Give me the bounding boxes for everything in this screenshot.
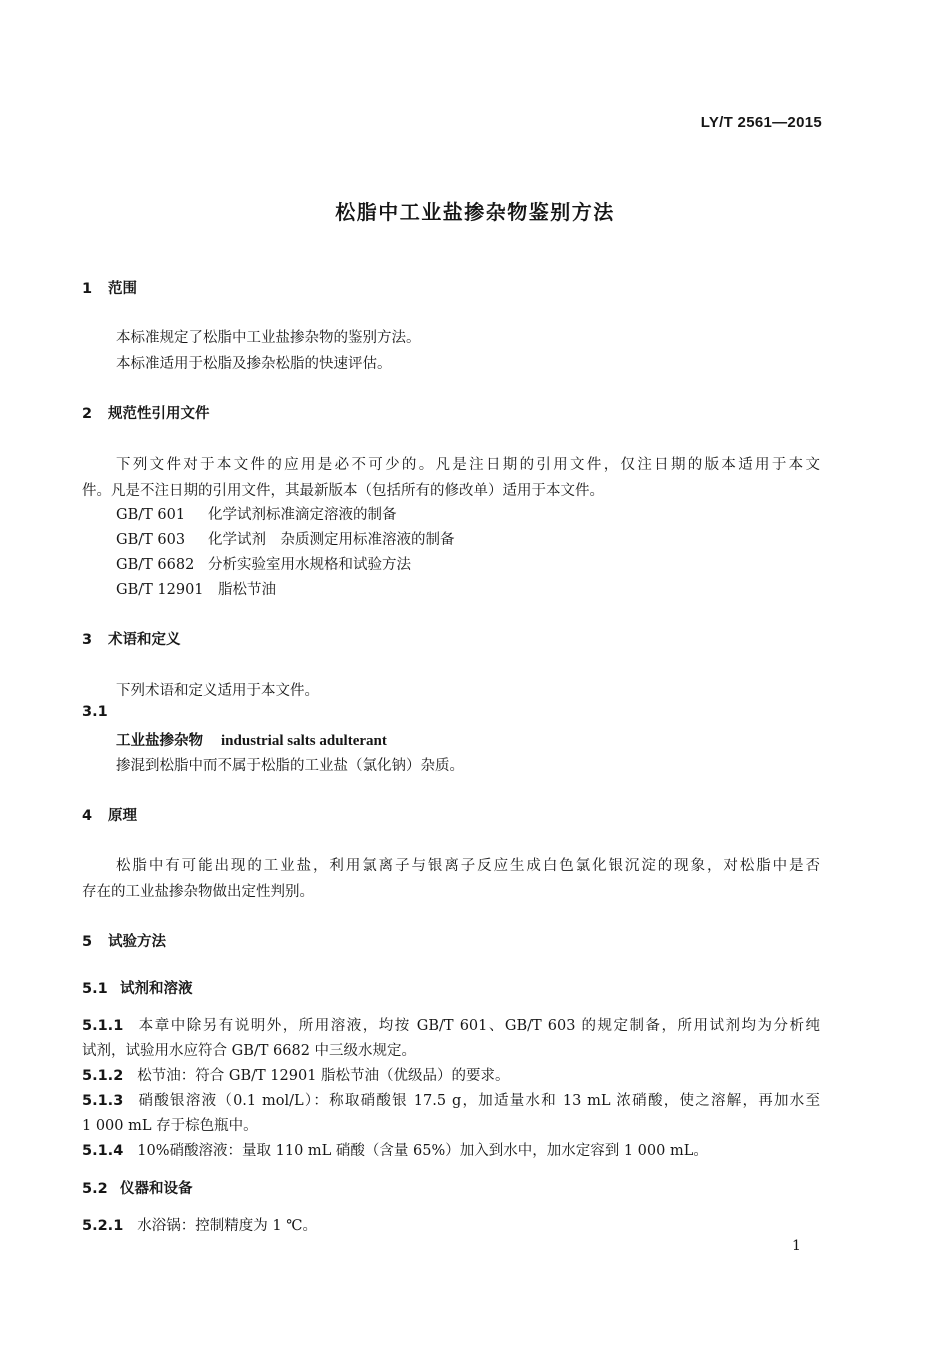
clause-text: 硝酸银溶液（0.1 mol/L）：称取硝酸银 17.5 g，加适量水和 13 mL 浓硝酸，使之溶解，再加水至 bbox=[137, 1093, 820, 1109]
reference-title: 化学试剂标准滴定溶液的制备 bbox=[208, 507, 397, 523]
section-title: 范围 bbox=[108, 281, 137, 297]
section-1-heading bbox=[82, 277, 137, 298]
section-5-heading bbox=[82, 930, 166, 951]
clause-text: 松节油：符合 GB/T 12901 脂松节油（优级品）的要求。 bbox=[137, 1068, 510, 1084]
reference-title: 化学试剂 杂质测定用标准溶液的制备 bbox=[208, 532, 455, 548]
term-entry bbox=[116, 729, 387, 750]
section-number: 5 bbox=[82, 934, 93, 950]
clause-5-1-1-line bbox=[82, 1014, 820, 1035]
clause-text: 试剂，试验用水应符合 GB/T 6682 中三级水规定。 bbox=[82, 1043, 417, 1059]
reference-code: GB/T 12901 bbox=[116, 582, 204, 598]
clause-5-2-1 bbox=[82, 1214, 317, 1235]
paragraph-line: 下列文件对于本文件的应用是必不可少的。凡是注日期的引用文件，仅注日期的版本适用于本文 bbox=[116, 457, 820, 473]
subsection-5-1-heading bbox=[82, 977, 193, 998]
paragraph: 本标准规定了松脂中工业盐掺杂物的鉴别方法。 bbox=[116, 330, 421, 346]
reference-item bbox=[116, 503, 397, 524]
subsection-5-2-heading bbox=[82, 1177, 193, 1198]
reference-item bbox=[116, 553, 411, 574]
term-definition: 掺混到松脂中而不属于松脂的工业盐（氯化钠）杂质。 bbox=[116, 758, 464, 774]
section-number: 2 bbox=[82, 406, 93, 422]
reference-code: GB/T 6682 bbox=[116, 557, 195, 573]
clause-5-1-3-line bbox=[82, 1089, 820, 1110]
reference-item bbox=[116, 528, 455, 549]
paragraph: 下列术语和定义适用于本文件。 bbox=[116, 683, 319, 699]
reference-item bbox=[116, 578, 276, 599]
page-number: 1 bbox=[792, 1238, 801, 1254]
section-2-heading bbox=[82, 402, 210, 423]
paragraph-line: 件。凡是不注日期的引用文件，其最新版本（包括所有的修改单）适用于本文件。 bbox=[82, 483, 604, 499]
clause-text: 水浴锅：控制精度为 1 ℃。 bbox=[137, 1218, 317, 1234]
section-number: 4 bbox=[82, 808, 93, 824]
paragraph: 本标准适用于松脂及掺杂松脂的快速评估。 bbox=[116, 356, 392, 372]
section-title: 试验方法 bbox=[108, 934, 166, 950]
paragraph-line: 存在的工业盐掺杂物做出定性判别。 bbox=[82, 884, 314, 900]
subsection-title: 仪器和设备 bbox=[120, 1181, 193, 1197]
clause-5-1-2 bbox=[82, 1064, 510, 1085]
clause-5-1-4 bbox=[82, 1139, 708, 1160]
section-number: 3 bbox=[82, 632, 93, 648]
document-title: 松脂中工业盐掺杂物鉴别方法 bbox=[335, 200, 615, 224]
clause-number: 5.1.2 bbox=[82, 1068, 124, 1084]
term-chinese: 工业盐掺杂物 bbox=[116, 733, 203, 749]
reference-code: GB/T 601 bbox=[116, 507, 186, 523]
term-english: industrial salts adulterant bbox=[221, 733, 387, 749]
clause-number: 5.2.1 bbox=[82, 1218, 124, 1234]
reference-title: 分析实验室用水规格和试验方法 bbox=[208, 557, 411, 573]
clause-number: 5.1.3 bbox=[82, 1093, 124, 1109]
paragraph-line: 松脂中有可能出现的工业盐，利用氯离子与银离子反应生成白色氯化银沉淀的现象，对松脂中是否 bbox=[116, 858, 820, 874]
reference-title: 脂松节油 bbox=[218, 582, 276, 598]
reference-code: GB/T 603 bbox=[116, 532, 186, 548]
section-title: 规范性引用文件 bbox=[108, 406, 210, 422]
section-4-heading bbox=[82, 804, 137, 825]
section-number: 1 bbox=[82, 281, 93, 297]
section-title: 术语和定义 bbox=[108, 632, 181, 648]
term-number: 3.1 bbox=[82, 704, 108, 720]
clause-text: 1 000 mL 存于棕色瓶中。 bbox=[82, 1118, 258, 1134]
standard-code: LY/T 2561—2015 bbox=[700, 114, 822, 131]
clause-text: 本章中除另有说明外，所用溶液，均按 GB/T 601、GB/T 603 的规定制备，所用试剂均为分析纯 bbox=[137, 1018, 820, 1034]
section-title: 原理 bbox=[108, 808, 137, 824]
section-3-heading bbox=[82, 628, 181, 649]
subsection-number: 5.1 bbox=[82, 981, 108, 997]
clause-number: 5.1.1 bbox=[82, 1018, 124, 1034]
subsection-title: 试剂和溶液 bbox=[120, 981, 193, 997]
clause-number: 5.1.4 bbox=[82, 1143, 124, 1159]
clause-text: 10%硝酸溶液：量取 110 mL 硝酸（含量 65%）加入到水中，加水定容到 1 000 mL。 bbox=[137, 1143, 708, 1159]
subsection-number: 5.2 bbox=[82, 1181, 108, 1197]
